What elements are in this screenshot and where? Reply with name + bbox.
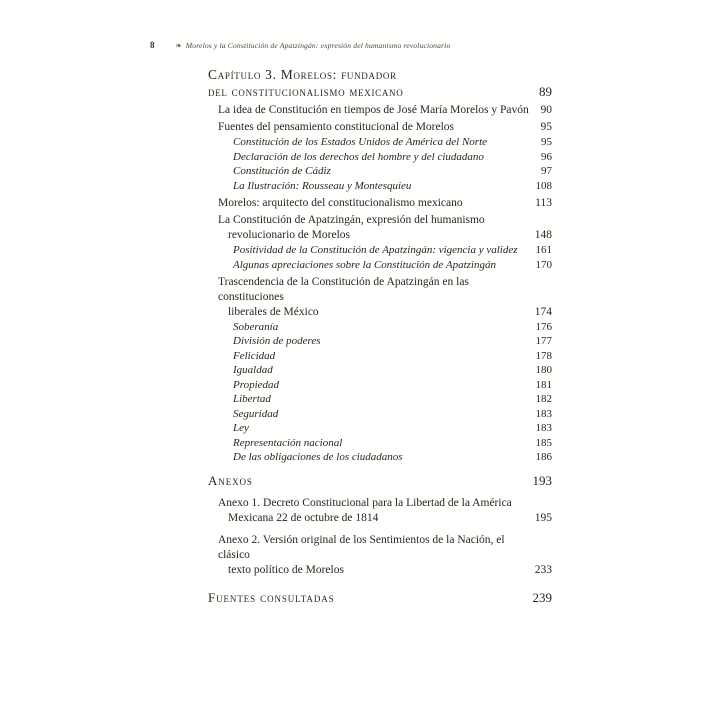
toc-entry-line: De las obligaciones de los ciudadanos — [233, 451, 403, 463]
toc-entry — [208, 407, 552, 422]
toc-entry-line: Anexos — [208, 472, 253, 488]
toc-entry-page-number: 90 — [540, 103, 552, 116]
toc-entry-page-number: 178 — [535, 349, 552, 362]
toc-entry-page-number: 95 — [541, 136, 552, 148]
toc-entry-page-number: 96 — [541, 150, 552, 163]
toc-entry — [208, 103, 552, 118]
toc-entry — [208, 179, 552, 194]
toc-entry-title — [233, 436, 526, 451]
toc-entry-line: División de poderes — [233, 335, 321, 347]
toc-entry-line: Fuentes consultadas — [208, 589, 335, 605]
toc-entry — [208, 436, 552, 451]
toc-entry — [208, 533, 552, 578]
toc-entry-line: Positividad de la Constitución de Apatzingán: vigencia y validez — [233, 244, 518, 256]
toc-entry — [208, 243, 552, 258]
toc-entry-page-number: 181 — [535, 378, 552, 391]
toc-entry-title — [233, 407, 526, 422]
toc-entry-page-number: 183 — [535, 407, 552, 420]
toc-entry-line: Mexicana 22 de octubre de 1814 — [228, 511, 379, 524]
toc-entry-page-number: 183 — [535, 422, 552, 434]
toc-entry — [208, 363, 552, 378]
toc-entry — [208, 258, 552, 273]
toc-entry-line: Trascendencia de la Constitución de Apatzingán en las constituciones — [218, 275, 469, 303]
toc-list — [208, 66, 552, 606]
fleuron-icon: ❧ — [175, 41, 182, 50]
toc-entry-line: Libertad — [233, 393, 271, 405]
toc-entry-title — [233, 363, 526, 378]
toc-entry-line: Declaración de los derechos del hombre y del ciudadano — [233, 150, 484, 163]
toc-entry-title — [233, 392, 526, 407]
toc-entry-title — [233, 243, 526, 258]
toc-entry-line: Algunas apreciaciones sobre la Constitución de Apatzingán — [233, 258, 496, 271]
toc-entry — [208, 320, 552, 335]
toc-entry — [208, 589, 552, 606]
toc-entry-page-number: 148 — [534, 229, 552, 241]
toc-entry-title — [233, 378, 526, 393]
toc-entry-title — [233, 334, 526, 349]
toc-entry-page-number: 239 — [532, 589, 552, 605]
toc-entry — [208, 392, 552, 407]
toc-entry — [208, 66, 552, 100]
toc-entry-line: Representación nacional — [233, 436, 343, 449]
toc-entry-line: revolucionario de Morelos — [228, 229, 350, 241]
toc-entry-title — [218, 103, 531, 118]
toc-entry — [208, 275, 552, 320]
toc-entry — [208, 496, 552, 526]
toc-entry-title — [208, 472, 523, 489]
toc-entry-line: Anexo 1. Decreto Constitucional para la Libertad de la América — [218, 496, 512, 509]
toc-entry-page-number: 108 — [535, 179, 552, 192]
toc-entry — [208, 120, 552, 135]
toc-entry-page-number: 182 — [535, 393, 552, 405]
running-header — [150, 40, 450, 50]
toc-entry-line: del constitucionalismo mexicano — [208, 84, 404, 99]
toc-entry-page-number: 193 — [532, 472, 552, 488]
toc-entry-page-number: 161 — [535, 244, 552, 256]
toc-entry-title — [233, 320, 526, 335]
toc-entry — [208, 421, 552, 436]
toc-entry-title — [208, 589, 523, 606]
toc-entry-title — [233, 258, 526, 273]
toc-entry-line: liberales de México — [228, 305, 319, 318]
toc-entry-title — [218, 533, 525, 578]
toc-entry — [208, 450, 552, 465]
toc-entry-line: Anexo 2. Versión original de los Sentimientos de la Nación, el clásico — [218, 533, 505, 561]
toc-entry — [208, 164, 552, 179]
toc-entry-title — [218, 275, 525, 320]
toc-entry-title — [218, 213, 525, 243]
toc-entry-title — [218, 120, 531, 135]
toc-entry-line: Ley — [233, 422, 249, 434]
toc-entry-line: Propiedad — [233, 378, 280, 391]
toc-entry — [208, 196, 552, 211]
toc-entry — [208, 213, 552, 243]
toc-entry — [208, 378, 552, 393]
toc-entry-line: Soberanía — [233, 320, 279, 333]
toc-entry-title — [218, 196, 525, 211]
toc-entry-page-number: 170 — [535, 258, 552, 271]
toc-entry-page-number: 233 — [534, 563, 552, 576]
running-header-book-title: Morelos y la Constitución de Apatzingán: expresión del humanismo revolucionario — [185, 41, 451, 50]
toc-entry-line: La Constitución de Apatzingán, expresión del humanismo — [218, 214, 485, 226]
toc-entry-line: Morelos: arquitecto del constitucionalismo mexicano — [218, 196, 463, 209]
toc-entry-line: Constitución de Cádiz — [233, 165, 331, 177]
toc-entry-page-number: 174 — [534, 305, 552, 318]
toc-entry-page-number: 176 — [535, 320, 552, 333]
toc-entry-line: Constitución de los Estados Unidos de América del Norte — [233, 136, 488, 148]
toc-entry-line: Igualdad — [233, 364, 273, 376]
toc-entry — [208, 150, 552, 165]
toc-entry-title — [233, 349, 526, 364]
folio-page-number: 8 — [150, 40, 155, 50]
toc-entry-title — [233, 135, 531, 150]
toc-entry-title — [233, 150, 531, 165]
toc-entry-page-number: 89 — [539, 84, 552, 99]
toc-entry — [208, 472, 552, 489]
toc-entry-page-number: 185 — [535, 436, 552, 449]
toc-entry-title — [233, 450, 526, 465]
toc-entry-page-number: 95 — [540, 121, 552, 133]
toc-entry-line: Seguridad — [233, 407, 279, 420]
toc-entry-line: Felicidad — [233, 349, 276, 362]
toc-entry-page-number: 195 — [534, 511, 552, 524]
toc-entry-title — [208, 66, 529, 100]
toc-entry-title — [233, 179, 526, 194]
toc-entry-title — [218, 496, 525, 526]
toc-entry-line: La idea de Constitución en tiempos de José María Morelos y Pavón — [218, 103, 529, 116]
toc-entry-line: Capítulo 3. Morelos: fundador — [208, 67, 397, 82]
toc-entry-line: texto político de Morelos — [228, 563, 344, 576]
toc-entry-page-number: 177 — [535, 335, 552, 347]
toc-entry-page-number: 186 — [535, 451, 552, 463]
toc-entry-page-number: 113 — [535, 196, 552, 209]
toc-entry-page-number: 97 — [541, 165, 552, 177]
toc-entry-line: Fuentes del pensamiento constitucional de Morelos — [218, 121, 455, 133]
toc-entry-title — [233, 421, 526, 436]
toc-entry-page-number: 180 — [535, 364, 552, 376]
toc-entry — [208, 135, 552, 150]
toc-entry-title — [233, 164, 531, 179]
toc-entry — [208, 349, 552, 364]
toc-entry-line: La Ilustración: Rousseau y Montesquieu — [233, 179, 412, 192]
toc-entry — [208, 334, 552, 349]
